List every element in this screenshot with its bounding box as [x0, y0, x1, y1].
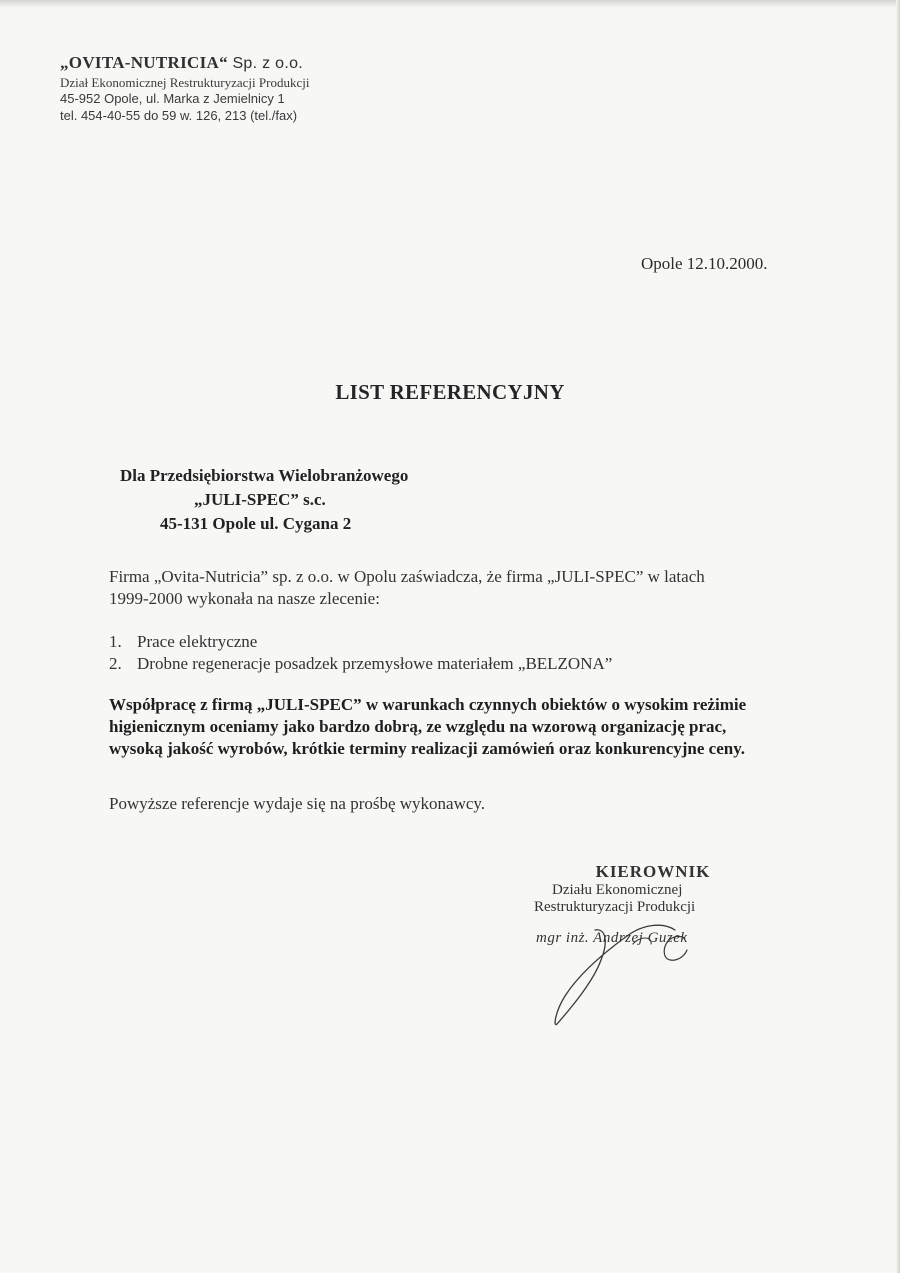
letterhead-address: 45-952 Opole, ul. Marka z Jemielnicy 1: [60, 91, 285, 107]
letterhead-phone: tel. 454-40-55 do 59 w. 126, 213 (tel./fax): [60, 107, 298, 123]
intro-line: 1999-2000 wykonała na nasze zlecenie:: [109, 589, 380, 608]
work-list: [109, 631, 809, 675]
letterhead: [60, 52, 360, 124]
stamp-department-cont: Restrukturyzacji Produkcji: [534, 899, 696, 915]
intro-line: Firma „Ovita-Nutricia” sp. z o.o. w Opolu zaświadcza, że firma „JULI-SPEC” w latach: [109, 567, 705, 586]
recipient-line: Dla Przedsiębiorstwa Wielobranżowego: [120, 466, 409, 485]
stamp-department: Działu Ekonomicznej: [552, 882, 683, 898]
company-name: „OVITA-NUTRICIA“: [60, 53, 228, 72]
assessment-paragraph: [109, 694, 809, 760]
page-edge: [0, 0, 900, 8]
assessment-line: wysoką jakość wyrobów, krótkie terminy realizacji zamówień oraz konkurencyjne ceny.: [109, 739, 746, 758]
recipient-block: [120, 464, 408, 536]
recipient-address: 45-131 Opole ul. Cygana 2: [160, 514, 352, 533]
assessment-line: higienicznym oceniamy jako bardzo dobrą, ze względu na wzorową organizację prac,: [109, 717, 727, 736]
handwritten-signature: [535, 900, 735, 1030]
letterhead-company: [60, 52, 360, 74]
list-item-number: 2.: [109, 654, 122, 673]
company-form: Sp. z o.o.: [232, 55, 304, 72]
assessment-line: Współpracę z firmą „JULI-SPEC” w warunkach czynnych obiektów o wysokim reżimie: [109, 695, 747, 714]
page-edge-shadow: [896, 0, 900, 1273]
stamp-title: KIEROWNIK: [595, 862, 711, 881]
list-item: [109, 653, 809, 675]
list-item-text: Prace elektryczne: [137, 632, 258, 651]
list-item-text: Drobne regeneracje posadzek przemysłowe materiałem „BELZONA”: [137, 654, 613, 673]
list-item-number: 1.: [109, 632, 122, 651]
document-title: LIST REFERENCYJNY: [335, 380, 565, 404]
letter-date: Opole 12.10.2000.: [641, 254, 768, 273]
recipient-name: „JULI-SPEC” s.c.: [194, 490, 326, 509]
letterhead-department: Dział Ekonomicznej Restrukturyzacji Produkcji: [60, 75, 310, 90]
list-item: [109, 631, 809, 653]
closing-sentence: Powyższe referencje wydaje się na prośbę wykonawcy.: [109, 794, 486, 813]
intro-paragraph: [109, 566, 809, 610]
letter-body: [109, 566, 809, 760]
stamp-signatory: mgr inż. Andrzej Guzek: [536, 930, 688, 946]
